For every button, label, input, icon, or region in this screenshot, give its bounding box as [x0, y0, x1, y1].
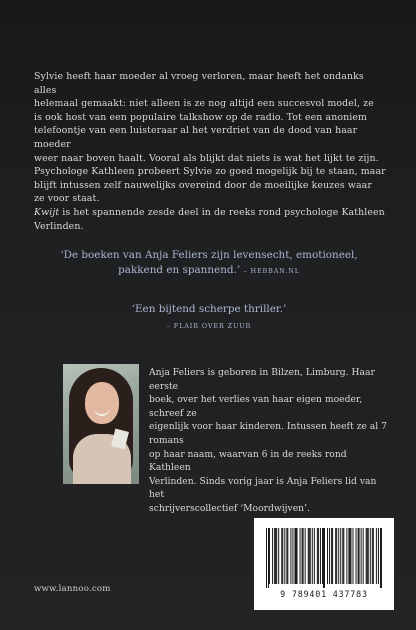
- quote-source: – FLAIR OVER ZUUR: [166, 321, 252, 330]
- blurb-line: telefoontje van een luisteraar al het verdriet van de dood van haar moeder: [34, 125, 358, 150]
- book-title: Kwijt: [34, 206, 60, 218]
- publisher-url: www.lannoo.com: [34, 584, 111, 594]
- barcode-label: [254, 518, 394, 610]
- isbn-digits: 9 789401 437783: [280, 589, 368, 599]
- press-quote-hebban: [34, 248, 384, 278]
- blurb-line: Sylvie heeft haar moeder al vroeg verloren, maar heeft het ondanks alles: [34, 71, 364, 96]
- bio-line: op haar naam, waarvan 6 in de reeks rond Kathleen: [149, 448, 347, 474]
- press-quote-flair: [34, 302, 384, 333]
- bio-line: boek, over het verlies van haar eigen moeder, schreef ze: [149, 394, 363, 419]
- author-bio: [149, 366, 389, 516]
- blurb-line: Verlinden.: [34, 220, 84, 232]
- blurb-line: helemaal gemaakt: niet alleen is ze nog altijd een succesvol model, ze: [34, 98, 374, 110]
- bio-line: eigenlijk voor haar kinderen. Intussen heeft ze al 7 romans: [149, 421, 387, 446]
- blurb-line: is ook host van een populaire talkshow op de radio. Tot een anoniem: [34, 111, 367, 123]
- blurb-line: ze voor staat.: [34, 193, 100, 205]
- quote-line-with-source: [34, 263, 384, 279]
- bio-line: Verlinden. Sinds vorig jaar is Anja Feliers lid van het: [149, 475, 377, 501]
- bio-line: schrijverscollectief ‘Moordwijven’.: [149, 502, 310, 514]
- bio-line: Anja Feliers is geboren in Bilzen, Limburg. Haar eerste: [149, 367, 375, 392]
- barcode-icon: [266, 528, 382, 588]
- blurb-line: Psychologe Kathleen probeert Sylvie zo goed mogelijk bij te staan, maar: [34, 166, 386, 178]
- blurb-line: blijft intussen zelf nauwelijks overeind door de moeilijke keuzes waar: [34, 179, 372, 191]
- quote-line: ‘De boeken van Anja Feliers zijn levensecht, emotioneel,: [60, 249, 358, 261]
- blurb-line: weer naar boven haalt. Vooral als blijkt dat niets is wat het lijkt te zijn.: [34, 152, 379, 164]
- author-portrait-photo: [63, 364, 139, 484]
- quote-line: ‘Een bijtend scherpe thriller.’: [131, 303, 287, 315]
- blurb-line-rest: is het spannende zesde deel in de reeks rond psychologe Kathleen: [59, 206, 385, 218]
- quote-text: pakkend en spannend.’: [118, 263, 241, 276]
- blurb-text: [34, 70, 386, 233]
- blurb-last-line: [34, 206, 386, 220]
- quote-source: – HEBBAN.NL: [243, 266, 300, 275]
